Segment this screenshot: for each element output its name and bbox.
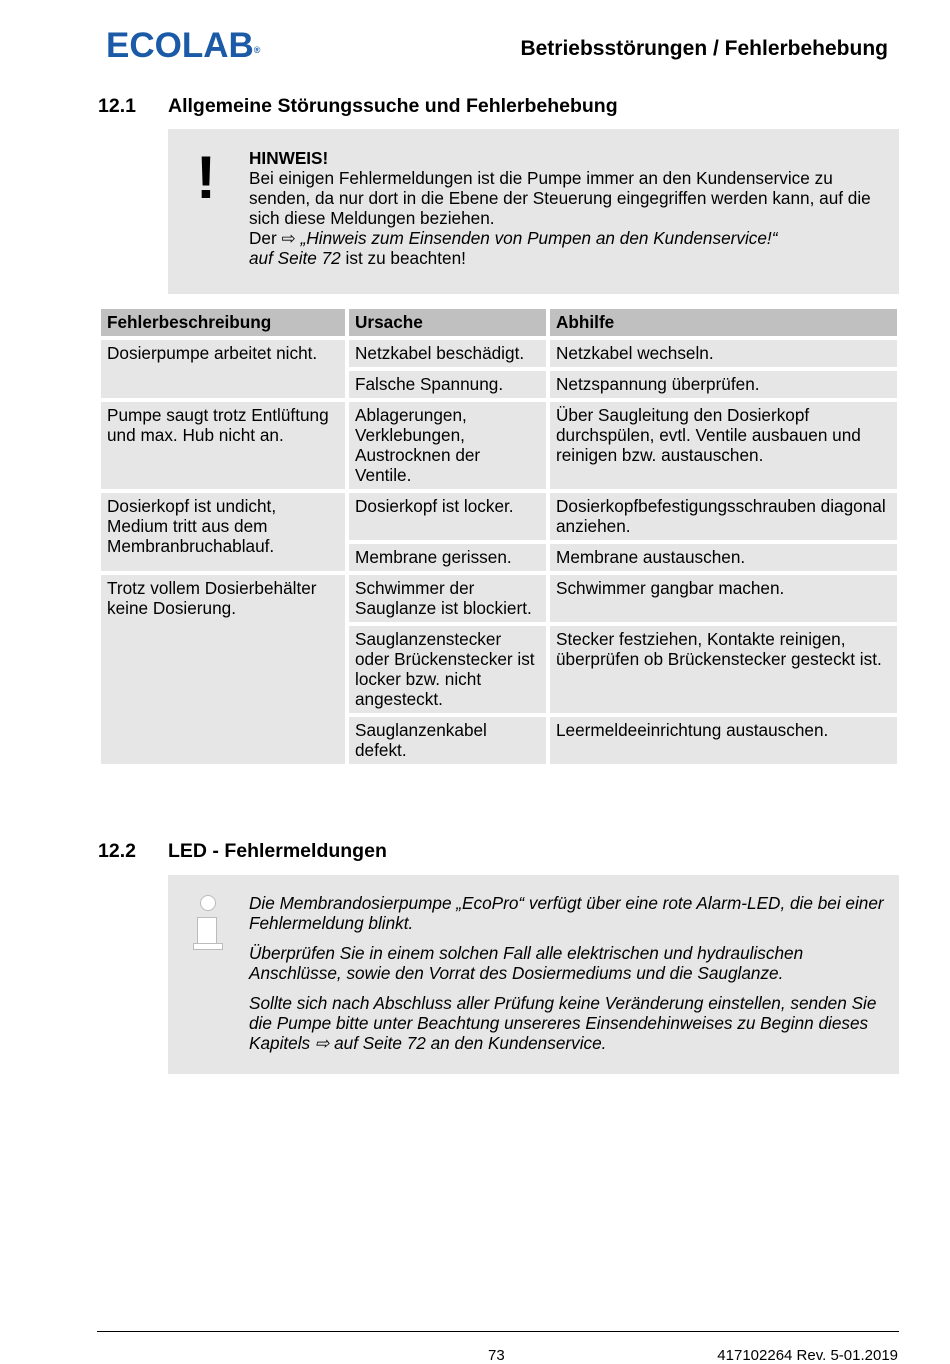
section-title: LED - Fehlermeldungen — [168, 840, 387, 862]
table-header: Ursache — [349, 309, 546, 336]
section-heading-12-1 — [98, 95, 618, 118]
remedy-cell: Über Saugleitung den Dosierkopf durchspülen, evtl. Ventile ausbauen und reinigen bzw. austauschen. — [550, 402, 897, 489]
reference-link[interactable]: „Hinweis zum Einsenden von Pumpen an den Kundenservice!“ — [300, 228, 778, 248]
info-content — [249, 893, 894, 1063]
remedy-cell: Schwimmer gangbar machen. — [550, 575, 897, 622]
problem-cell: Dosierkopf ist undicht, Medium tritt aus dem Membranbruchablauf. — [101, 493, 345, 571]
info-paragraph: Die Membrandosierpumpe „EcoPro“ verfügt über eine rote Alarm-LED, die bei einer Fehlermeldung blinkt. — [249, 893, 884, 933]
ecolab-logo: ECOLAB® — [106, 26, 261, 65]
reference-page[interactable]: auf Seite 72 — [249, 248, 341, 268]
remedy-cell: Membrane austauschen. — [550, 544, 897, 571]
section-title: Allgemeine Störungssuche und Fehlerbehebung — [168, 95, 618, 117]
section-heading-12-2 — [98, 840, 387, 863]
section-number: 12.1 — [98, 95, 136, 117]
fault-table — [97, 305, 901, 768]
exclamation-icon: ! — [196, 144, 216, 211]
notice-content — [249, 148, 889, 268]
page-header-title: Betriebsstörungen / Fehlerbehebung — [520, 37, 888, 60]
info-paragraph: Sollte sich nach Abschluss aller Prüfung keine Veränderung einstellen, senden Sie die Pumpe bitte unter Beachtung unsereres Einsendehinweises zu Beginn dieses Kapitels ⇨ auf Seite 72 an den Kundenservice. — [249, 993, 877, 1053]
table-row — [101, 493, 897, 540]
table-row — [101, 575, 897, 622]
table-header: Abhilfe — [550, 309, 897, 336]
cause-cell: Schwimmer der Sauglanze ist blockiert. — [349, 575, 546, 622]
reference-page[interactable]: auf Seite 72 — [329, 1033, 426, 1053]
notice-text: Bei einigen Fehlermeldungen ist die Pumpe immer an den Kundenservice zu senden, da nur dort in die Ebene der Steuerung eingegriffen werden kann, auf die sich diese Meldungen beziehen. — [249, 168, 871, 228]
problem-cell: Pumpe saugt trotz Entlüftung und max. Hub nicht an. — [101, 402, 345, 489]
cause-cell: Sauglanzenkabel defekt. — [349, 717, 546, 764]
cause-cell: Falsche Spannung. — [349, 371, 546, 398]
cause-cell: Dosierkopf ist locker. — [349, 493, 546, 540]
notice-heading: HINWEIS! — [249, 148, 329, 168]
document-id: 417102264 Rev. 5-01.2019 — [717, 1347, 898, 1364]
reference-arrow-icon: ⇨ — [314, 1033, 330, 1053]
remedy-cell: Dosierkopfbefestigungsschrauben diagonal anziehen. — [550, 493, 897, 540]
info-icon — [193, 895, 223, 955]
remedy-cell: Stecker festziehen, Kontakte reinigen, überprüfen ob Brückenstecker gesteckt ist. — [550, 626, 897, 713]
info-paragraph: Überprüfen Sie in einem solchen Fall alle elektrischen und hydraulischen Anschlüsse, sowie den Vorrat des Dosiermediums und die Sauglanze. — [249, 943, 804, 983]
footer-divider — [97, 1331, 899, 1332]
table-header: Fehlerbeschreibung — [101, 309, 345, 336]
cause-cell: Ablagerungen, Verklebungen, Austrocknen der Ventile. — [349, 402, 546, 489]
notice-reference: Der ⇨ „Hinweis zum Einsenden von Pumpen an den Kundenservice!“ auf Seite 72 ist zu beachten! — [249, 228, 778, 268]
cause-cell: Netzkabel beschädigt. — [349, 340, 546, 367]
reference-arrow-icon: ⇨ — [281, 228, 296, 248]
remedy-cell: Leermeldeeinrichtung austauschen. — [550, 717, 897, 764]
page-number: 73 — [488, 1347, 505, 1364]
table-row — [101, 402, 897, 489]
section-number: 12.2 — [98, 840, 136, 862]
cause-cell: Membrane gerissen. — [349, 544, 546, 571]
remedy-cell: Netzspannung überprüfen. — [550, 371, 897, 398]
cause-cell: Sauglanzenstecker oder Brückenstecker ist locker bzw. nicht angesteckt. — [349, 626, 546, 713]
remedy-cell: Netzkabel wechseln. — [550, 340, 897, 367]
problem-cell: Trotz vollem Dosierbehälter keine Dosierung. — [101, 575, 345, 764]
table-row — [101, 340, 897, 367]
problem-cell: Dosierpumpe arbeitet nicht. — [101, 340, 345, 398]
